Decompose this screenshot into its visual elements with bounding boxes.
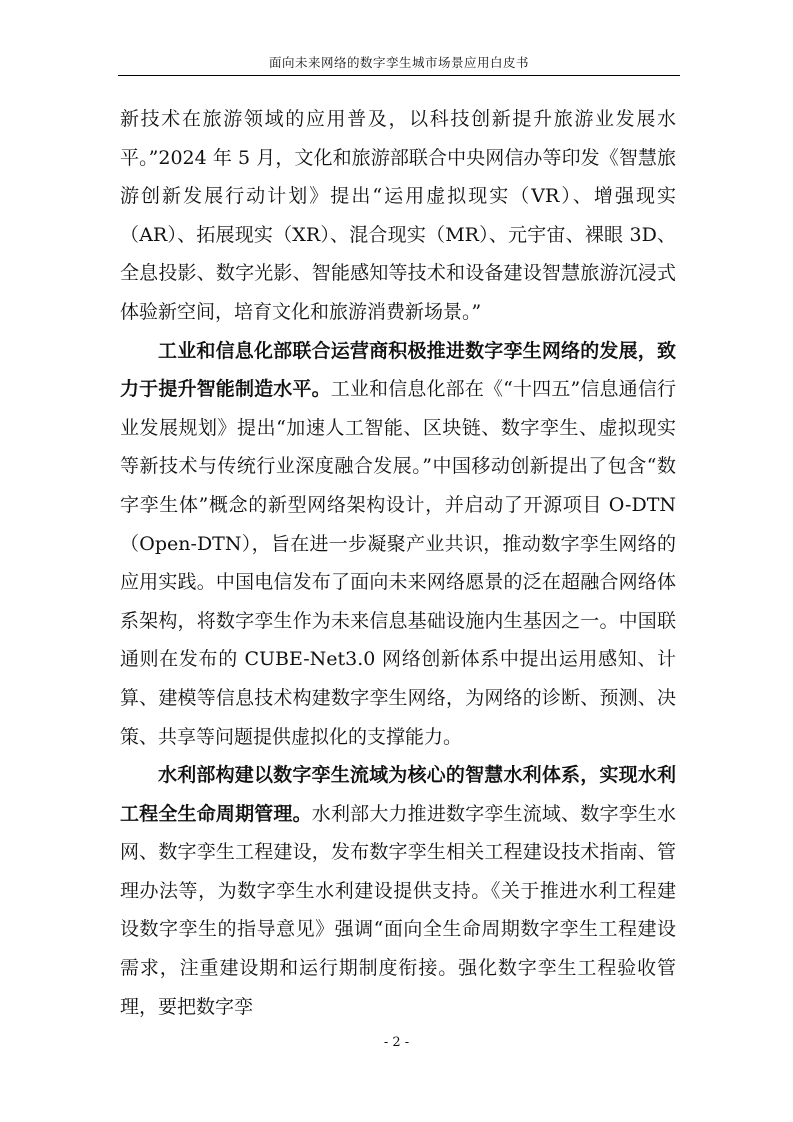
running-header: 面向未来网络的数字孪生城市场景应用白皮书 — [268, 55, 529, 70]
paragraph-lead-heading: 工业和信息化部联合运营商积极推进数字孪生网络的发展，致力于提升智能制造水平。 — [120, 339, 676, 401]
page-body — [120, 100, 676, 1026]
paragraph-tourism — [120, 100, 676, 332]
paragraph-industry — [120, 332, 676, 757]
paragraph-water-resources — [120, 756, 676, 1026]
header-divider — [118, 75, 680, 76]
paragraph-text: 工业和信息化部在《“十四五”信息通信行业发展规划》提出“加速人工智能、区块链、数字孪生、虚拟现实等新技术与传统行业深度融合发展。”中国移动创新提出了包含“数字孪生体”概念的新型网络架构设计，并启动了开源项目 O-DTN（Open-DTN），旨在进一步凝聚产业共识，推动数字孪生网络的应用实践。中国电信发布了面向未来网络愿景的泛在超融合网络体系架构，将数字孪生作为未来信息基础设施内生基因之一。中国联通则在发布的 CUBE-Net3.0 网络创新体系中提出运用感知、计算、建模等信息技术构建数字孪生网络，为网络的诊断、预测、决策、共享等问题提供虚拟化的支撑能力。 — [120, 378, 676, 748]
page-number: - 2 - — [383, 1035, 410, 1050]
paragraph-text: 新技术在旅游领域的应用普及，以科技创新提升旅游业发展水平。”2024 年 5 月，文化和旅游部联合中央网信办等印发《智慧旅游创新发展行动计划》提出“运用虚拟现实（VR）、增强现实（AR）、拓展现实（XR）、混合现实（MR）、元宇宙、裸眼 3D、全息投影、数字光影、智能感知等技术和设备建设智慧旅游沉浸式体验新空间，培育文化和旅游消费新场景。” — [120, 108, 676, 323]
paragraph-lead-heading: 水利部构建以数字孪生流域为核心的智慧水利体系，实现水利工程全生命周期管理。 — [120, 764, 676, 825]
paragraph-text: 水利部大力推进数字孪生流域、数字孪生水网、数字孪生工程建设，发布数字孪生相关工程建设技术指南、管理办法等，为数字孪生水利建设提供支持。《关于推进水利工程建设数字孪生的指导意见》强调“面向全生命周期数字孪生工程建设需求，注重建设期和运行期制度衔接。强化数字孪生工程验收管理，要把数字孪 — [120, 802, 676, 1018]
